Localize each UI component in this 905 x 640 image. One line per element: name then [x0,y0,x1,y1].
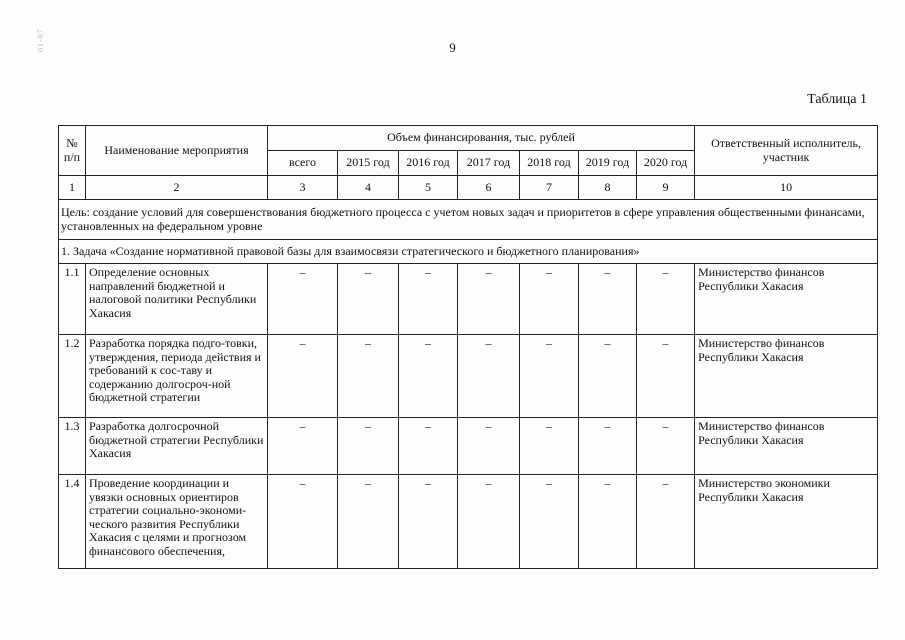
row-value-2019: – [579,418,637,475]
row-value-2015: – [338,418,399,475]
column-number: 6 [458,176,520,200]
row-value-2016: – [399,264,458,335]
row-value-2020: – [637,475,695,569]
row-activity-name: Разработка долгосрочной бюджетной стратегии Республики Хакасия [86,418,268,475]
row-responsible: Министерство финансов Республики Хакасия [695,418,878,475]
column-number: 2 [86,176,268,200]
row-value-2018: – [520,264,579,335]
column-number: 10 [695,176,878,200]
column-number: 1 [59,176,86,200]
row-value-2016: – [399,335,458,418]
page-number: 9 [449,40,456,55]
row-value-2019: – [579,264,637,335]
row-number: 1.1 [59,264,86,335]
header-year-2017: 2017 год [458,151,520,176]
row-value-2017: – [458,475,520,569]
row-responsible: Министерство финансов Республики Хакасия [695,264,878,335]
header-responsible: Ответственный исполнитель, участник [695,126,878,176]
header-year-2016: 2016 год [399,151,458,176]
row-responsible: Министерство экономики Республики Хакасия [695,475,878,569]
header-year-2019: 2019 год [579,151,637,176]
row-value-total: – [268,475,338,569]
row-value-2018: – [520,418,579,475]
row-value-2019: – [579,335,637,418]
row-value-2020: – [637,418,695,475]
column-number: 3 [268,176,338,200]
row-responsible: Министерство финансов Республики Хакасия [695,335,878,418]
row-value-2015: – [338,335,399,418]
column-number-row [59,176,878,200]
row-value-2018: – [520,335,579,418]
task-row: 1. Задача «Создание нормативной правовой базы для взаимосвязи стратегического и бюджетного планирования» [59,240,878,264]
table-row [59,475,878,569]
column-number: 9 [637,176,695,200]
row-activity-name: Разработка порядка подго-товки, утверждения, периода действия и требований к сос-таву и содержанию долгосроч-ной бюджетной стратегии [86,335,268,418]
funding-table [58,125,878,569]
header-year-2018: 2018 год [520,151,579,176]
row-value-total: – [268,264,338,335]
row-value-total: – [268,418,338,475]
row-value-2015: – [338,475,399,569]
row-activity-name: Определение основных направлений бюджетной и налоговой политики Республики Хакасия [86,264,268,335]
table-row [59,264,878,335]
header-num: № п/п [59,126,86,176]
margin-mark: 01-07 [36,28,45,52]
column-number: 5 [399,176,458,200]
header-year-2015: 2015 год [338,151,399,176]
header-funding: Объем финансирования, тыс. рублей [268,126,695,151]
row-value-2019: – [579,475,637,569]
table-row [59,418,878,475]
row-activity-name: Проведение координации и увязки основных ориентиров стратегии социально-экономи-ческого развития Республики Хакасия с целями и прогнозом финансового обеспечения, [86,475,268,569]
row-value-2017: – [458,418,520,475]
column-number: 4 [338,176,399,200]
row-value-2017: – [458,335,520,418]
row-value-2016: – [399,475,458,569]
row-value-total: – [268,335,338,418]
row-value-2016: – [399,418,458,475]
row-number: 1.4 [59,475,86,569]
column-number: 7 [520,176,579,200]
row-value-2018: – [520,475,579,569]
column-number: 8 [579,176,637,200]
goal-row: Цель: создание условий для совершенствования бюджетного процесса с учетом новых задач и приоритетов в сфере управления общественными финансами, установленных на федеральном уровне [59,200,878,240]
header-name: Наименование мероприятия [86,126,268,176]
row-number: 1.2 [59,335,86,418]
header-year-total: всего [268,151,338,176]
table-row [59,335,878,418]
header-year-2020: 2020 год [637,151,695,176]
row-value-2015: – [338,264,399,335]
row-number: 1.3 [59,418,86,475]
row-value-2020: – [637,335,695,418]
table-caption: Таблица 1 [807,92,867,107]
row-value-2017: – [458,264,520,335]
row-value-2020: – [637,264,695,335]
